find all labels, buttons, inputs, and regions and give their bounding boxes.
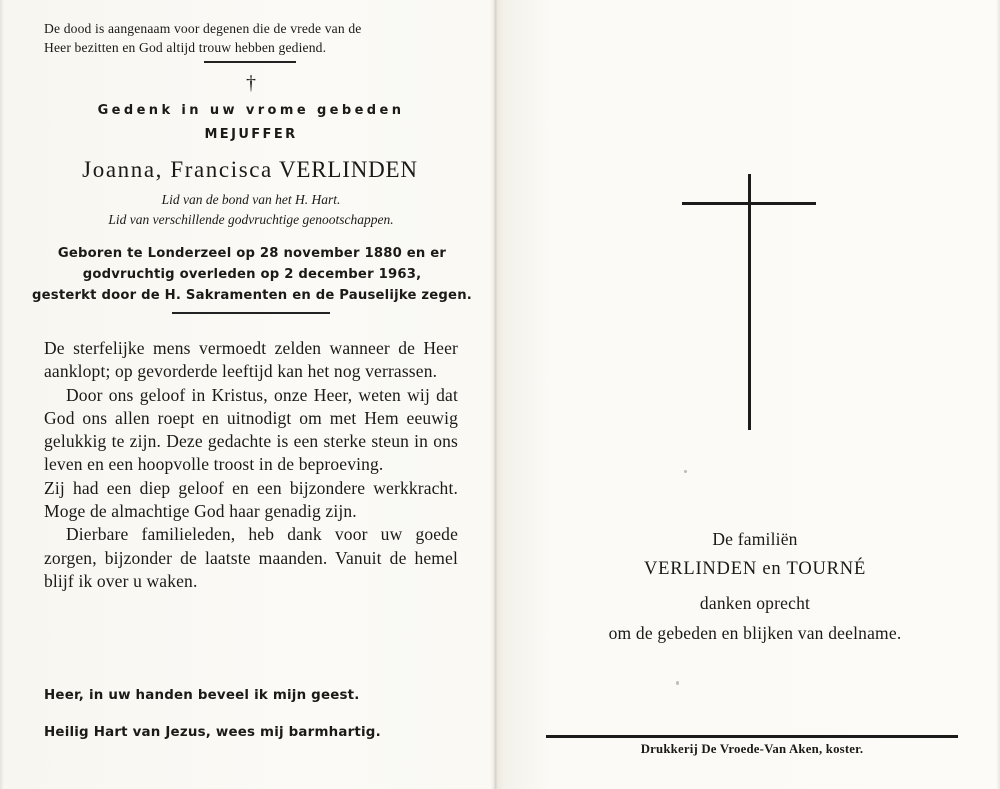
paragraph-4: Dierbare familieleden, heb dank voor uw goede zorgen, bijzonder de laatste maanden. Vanuit de hemel blijf ik over u waken. (44, 524, 458, 591)
paper-edge-left (0, 0, 4, 789)
paragraph-2: Door ons geloof in Kristus, onze Heer, weten wij dat God ons allen roept en uitnodigt om met Hem eeuwig gelukkig te zijn. Deze gedachte is een sterke steun in ons leven en een hoopvolle troost in de beproeving. (44, 384, 458, 475)
bio-line-1: Geboren te Londerzeel op 28 november 1880 en er (57, 246, 447, 261)
meditation-text (44, 337, 458, 593)
paragraph-1: De sterfelijke mens vermoedt zelden wanneer de Heer aanklopt; op gevorderde leeftijd kan het nog verrassen. (44, 338, 458, 382)
thanks-families-label: De familiën (712, 529, 798, 549)
paper-edge-right (996, 0, 1000, 789)
epigraph-divider (204, 61, 296, 63)
paragraph-3: Zij had een diep geloof en een bijzondere werkkracht. Moge de almachtige God haar genadig zijn. (44, 477, 458, 522)
thanks-sincerely: danken oprecht (699, 593, 811, 613)
epigraph-line-2: Heer bezitten en God altijd trouw hebben gediend. (44, 40, 327, 55)
prayer-line-1: Heer, in uw handen beveel ik mijn geest. (44, 688, 360, 703)
remember-heading: Gedenk in uw vrome gebeden (97, 103, 405, 118)
deceased-first-names: Joanna, Francisca (82, 157, 273, 182)
cross-vertical-bar (748, 174, 751, 430)
latin-cross-icon (682, 174, 822, 430)
paper-speck (684, 470, 687, 473)
bio-line-3: gesterkt door de H. Sakramenten en de Pauselijke zegen. (32, 288, 472, 303)
paper-speck (676, 681, 679, 685)
birth-death-info (32, 243, 472, 306)
deceased-surname: VERLINDEN (279, 157, 418, 182)
card-fold (494, 0, 497, 789)
epigraph (44, 19, 464, 57)
dagger-cross-icon: † (246, 72, 256, 94)
thanks-family-names: VERLINDEN en TOURNÉ (643, 559, 867, 579)
deceased-name (40, 155, 460, 185)
cross-horizontal-bar (682, 202, 816, 205)
printer-credit: Drukkerij De Vroede-Van Aken, koster. (640, 742, 864, 756)
epigraph-line-1: De dood is aangenaam voor degenen die de vrede van de (44, 21, 362, 36)
bio-line-2: godvruchtig overleden op 2 december 1963, (82, 267, 422, 282)
bio-divider (172, 312, 330, 314)
membership-line-2: Lid van verschillende godvruchtige genootschappen. (108, 212, 394, 227)
prayer-line-2: Heilig Hart van Jezus, wees mij barmhartig. (44, 725, 381, 740)
membership-line-1: Lid van de bond van het H. Hart. (161, 192, 341, 207)
thanks-reason: om de gebeden en blijken van deelname. (608, 623, 902, 643)
printer-divider (546, 735, 958, 738)
title-mejuffer: MEJUFFER (204, 127, 298, 142)
